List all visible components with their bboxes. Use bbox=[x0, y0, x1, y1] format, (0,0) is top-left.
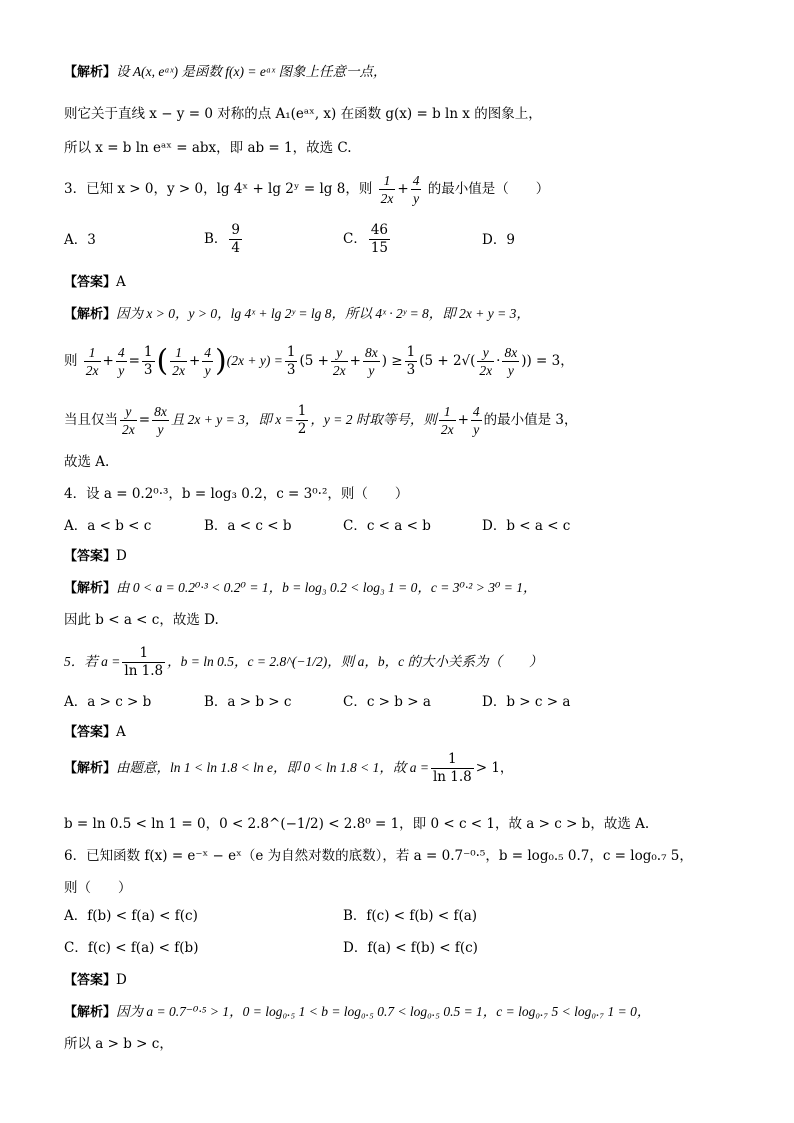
q6-option-a: A．f(b) < f(a) < f(c) bbox=[64, 908, 198, 924]
q5-answer: 【答案】A bbox=[64, 724, 126, 740]
q5-option-b: B．a > b > c bbox=[204, 694, 292, 710]
q4-solution-2: 因此 b < a < c，故选 D. bbox=[64, 612, 219, 628]
q6-solution-1: 【解析】因为 a = 0.7⁻⁰·⁵ > 1，0 = log₀.₅ 1 < b = log₀.₅ 0.7 < log₀.₅ 0.5 = 1，c = log₀.₇ 5 < log₀.₇ 1 = 0， bbox=[64, 1004, 651, 1020]
p2-line-1: 【解析】设 A(x, eᵃˣ) 是函数 f(x) = eᵃˣ 图象上任意一点， bbox=[64, 64, 387, 80]
q3-solution-3: 当且仅当 $\frac{y}{2x}$ = $\frac{8x}{y}$ 且 2x + y = 3，即 x = $\frac{1}{2}$ ，y = 2 时取等号，则 $\frac{1}{2x}$ + $\frac{4}{y}$ 的最小值是 3， bbox=[64, 403, 578, 437]
q5-solution-2: b = ln 0.5 < ln 1 = 0，0 < 2.8^(−1/2) < 2.8⁰ = 1，即 0 < c < 1，故 a > c > b，故选 A. bbox=[64, 816, 650, 832]
q3-option-b: B． $\frac{9}{4}$ bbox=[204, 222, 241, 256]
q6-answer: 【答案】D bbox=[64, 972, 127, 988]
fraction: $\frac{1}{2x}$ bbox=[380, 173, 394, 206]
fraction: $\frac{4}{y}$ bbox=[412, 173, 420, 206]
q4-option-a: A．a < b < c bbox=[64, 518, 152, 534]
q3-stem: 3．已知 x > 0，y > 0，lg 4ˣ + lg 2ʸ = lg 8，则 $\frac{1}{2x}$ + $\frac{4}{y}$ 的最小值是（ ） bbox=[64, 173, 550, 206]
q3-solution-1: 【解析】因为 x > 0，y > 0，lg 4ˣ + lg 2ʸ = lg 8，所以 4ˣ · 2ʸ = 8，即 2x + y = 3， bbox=[64, 306, 530, 322]
q6-option-d: D．f(a) < f(b) < f(c) bbox=[343, 940, 478, 956]
p2-line-3: 所以 x = b ln eᵃˣ = abx，即 ab = 1，故选 C. bbox=[64, 140, 352, 156]
fraction: $\frac{9}{4}$ bbox=[231, 222, 241, 256]
q4-solution-1: 【解析】由 0 < a = 0.2⁰·³ < 0.2⁰ = 1，b = log₃ 0.2 < log₃ 1 = 0，c = 3⁰·² > 3⁰ = 1， bbox=[64, 580, 537, 596]
q5-solution-1: 【解析】由题意，ln 1 < ln 1.8 < ln e，即 0 < ln 1.8 < 1，故 a = $\frac{1}{\ln 1.8}$ > 1， bbox=[64, 751, 514, 785]
q5-option-d: D．b > c > a bbox=[482, 694, 571, 710]
q4-option-b: B．a < c < b bbox=[204, 518, 292, 534]
q3-option-a: A．3 bbox=[64, 232, 96, 248]
fraction: $\frac{46}{15}$ bbox=[370, 222, 389, 256]
q4-stem: 4．设 a = 0.2⁰·³，b = log₃ 0.2，c = 3⁰·²，则（ ） bbox=[64, 486, 409, 502]
p2-line-2: 则它关于直线 x − y = 0 对称的点 A₁(eᵃˣ, x) 在函数 g(x) = b ln x 的图象上， bbox=[64, 106, 542, 122]
q6-option-b: B．f(c) < f(b) < f(a) bbox=[343, 908, 478, 924]
q6-stem-2: 则（ ） bbox=[64, 880, 132, 896]
q5-option-a: A．a > c > b bbox=[64, 694, 152, 710]
q3-solution-4: 故选 A. bbox=[64, 454, 110, 470]
q3-option-d: D．9 bbox=[482, 232, 515, 248]
analysis-tag: 【解析】 bbox=[64, 65, 117, 80]
q4-option-d: D．b < a < c bbox=[482, 518, 571, 534]
q3-answer: 【答案】A bbox=[64, 274, 126, 290]
q4-answer: 【答案】D bbox=[64, 548, 127, 564]
q4-option-c: C．c < a < b bbox=[343, 518, 431, 534]
q5-option-c: C．c > b > a bbox=[343, 694, 431, 710]
q6-stem: 6．已知函数 f(x) = e⁻ˣ − eˣ（e 为自然对数的底数），若 a = 0.7⁻⁰·⁵，b = log₀.₅ 0.7，c = log₀.₇ 5， bbox=[64, 848, 693, 864]
q6-option-c: C．f(c) < f(a) < f(b) bbox=[64, 940, 199, 956]
q3-solution-2: 则 $\frac{1}{2x}$ + $\frac{4}{y}$ = $\frac{1}{3}$ ( $\frac{1}{2x}$ + $\frac{4}{y}$ )(2x + y) = $\frac{1}{3}$ (5 + $\frac{y}{2x}$ + $\frac{8x}{y}$ ) ≥ $\frac{1}{3}$ (5 + 2√( $\frac{y}{2x}$ · $\frac{8x}{y}$ )) = 3， bbox=[64, 343, 574, 379]
q5-stem: 5．若 a = $\frac{1}{\ln 1.8}$ ，b = ln 0.5，c = 2.8^(−1/2)，则 a，b，c 的大小关系为（ ） bbox=[64, 645, 543, 679]
q3-option-c: C． $\frac{46}{15}$ bbox=[343, 222, 389, 256]
q6-solution-2: 所以 a > b > c， bbox=[64, 1036, 173, 1052]
